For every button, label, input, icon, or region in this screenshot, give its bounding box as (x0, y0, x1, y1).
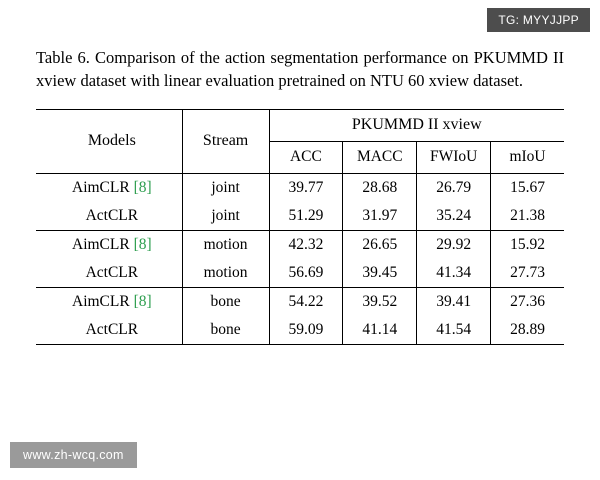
model-name: AimCLR (72, 178, 130, 196)
table-body (36, 109, 564, 344)
table-row (36, 316, 564, 345)
cell-stream: motion (182, 230, 269, 259)
cell-macc: 39.52 (343, 287, 417, 316)
cell-acc: 42.32 (269, 230, 343, 259)
cell-macc: 28.68 (343, 173, 417, 202)
cell-fwiou: 41.54 (417, 316, 491, 345)
table-figure-container (36, 46, 564, 345)
table-row (36, 259, 564, 288)
cell-stream: bone (182, 316, 269, 345)
cell-stream: motion (182, 259, 269, 288)
cell-fwiou: 39.41 (417, 287, 491, 316)
cell-miou: 15.92 (491, 230, 564, 259)
cell-miou: 27.73 (491, 259, 564, 288)
cell-miou: 21.38 (491, 202, 564, 231)
header-metric-fwiou: FWIoU (417, 141, 491, 173)
header-models: Models (36, 109, 182, 173)
caption-text: Comparison of the action segmentation performance on PKUMMD II xview dataset with linear evaluation pretrained on NTU 60 xview dataset. (36, 48, 564, 91)
model-name: ActCLR (85, 263, 139, 281)
results-table (36, 109, 564, 345)
cell-acc: 54.22 (269, 287, 343, 316)
model-name: ActCLR (85, 320, 139, 338)
cell-acc: 56.69 (269, 259, 343, 288)
cell-fwiou: 41.34 (417, 259, 491, 288)
cell-model (36, 202, 182, 231)
cell-miou: 15.67 (491, 173, 564, 202)
cell-model (36, 316, 182, 345)
citation-ref[interactable]: [8] (133, 292, 152, 310)
cell-acc: 39.77 (269, 173, 343, 202)
cell-model (36, 287, 182, 316)
cell-macc: 26.65 (343, 230, 417, 259)
cell-acc: 51.29 (269, 202, 343, 231)
table-header-row-group (36, 109, 564, 141)
cell-stream: joint (182, 173, 269, 202)
header-metric-acc: ACC (269, 141, 343, 173)
cell-model (36, 173, 182, 202)
cell-macc: 39.45 (343, 259, 417, 288)
cell-fwiou: 26.79 (417, 173, 491, 202)
table-caption (36, 46, 564, 93)
cell-stream: bone (182, 287, 269, 316)
header-stream: Stream (182, 109, 269, 173)
cell-acc: 59.09 (269, 316, 343, 345)
cell-miou: 27.36 (491, 287, 564, 316)
model-name: AimCLR (72, 235, 130, 253)
table-row (36, 202, 564, 231)
cell-fwiou: 35.24 (417, 202, 491, 231)
site-watermark-badge: www.zh-wcq.com (10, 442, 137, 468)
cell-fwiou: 29.92 (417, 230, 491, 259)
header-metric-miou: mIoU (491, 141, 564, 173)
cell-model (36, 259, 182, 288)
citation-ref[interactable]: [8] (133, 178, 152, 196)
cell-macc: 41.14 (343, 316, 417, 345)
cell-model (36, 230, 182, 259)
citation-ref[interactable]: [8] (133, 235, 152, 253)
table-row (36, 230, 564, 259)
caption-label: Table 6. (36, 48, 90, 67)
cell-stream: joint (182, 202, 269, 231)
model-name: AimCLR (72, 292, 130, 310)
table-row (36, 287, 564, 316)
cell-macc: 31.97 (343, 202, 417, 231)
model-name: ActCLR (85, 206, 139, 224)
telegram-watermark-badge: TG: MYYJJPP (487, 8, 590, 32)
header-metric-macc: MACC (343, 141, 417, 173)
header-dataset-group: PKUMMD II xview (269, 109, 564, 141)
cell-miou: 28.89 (491, 316, 564, 345)
table-row (36, 173, 564, 202)
